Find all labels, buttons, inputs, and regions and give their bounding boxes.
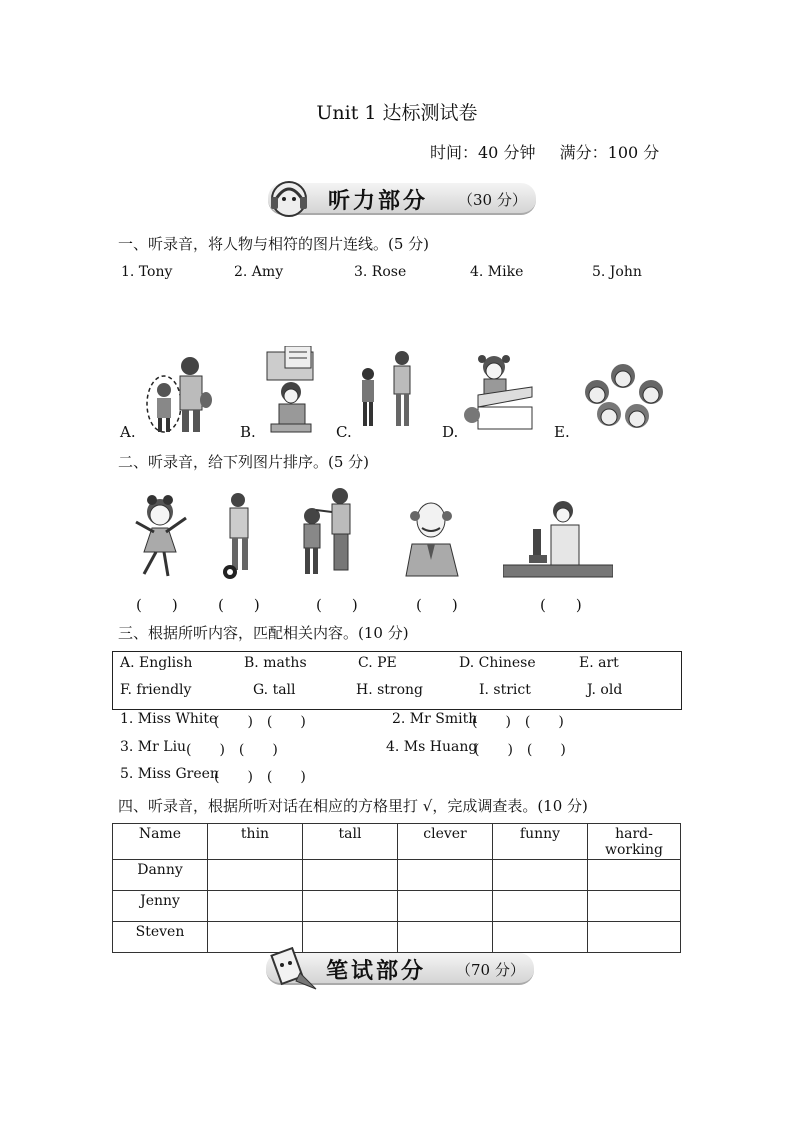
- order-blank[interactable]: ( ): [136, 596, 178, 614]
- table-row: [113, 891, 681, 922]
- option-box: [112, 651, 682, 710]
- picture-b-illustration: [265, 346, 315, 436]
- teacher-and-boy-illustration: [294, 486, 358, 580]
- q3-prompt: 三、根据所听内容，匹配相关内容。(10 分): [118, 624, 409, 642]
- option-item: C. PE: [358, 655, 397, 671]
- survey-table: [112, 823, 681, 953]
- option-item: G. tall: [253, 682, 296, 698]
- picture-d-illustration: [464, 349, 534, 431]
- picture-c-illustration: [356, 350, 416, 434]
- q2-prompt: 二、听录音，给下列图片排序。(5 分): [118, 453, 370, 471]
- check-cell[interactable]: [208, 860, 303, 891]
- picture-a-illustration: [142, 352, 217, 434]
- check-cell[interactable]: [588, 860, 681, 891]
- check-cell[interactable]: [303, 860, 398, 891]
- person-label: 2. Mr Smith: [392, 711, 478, 727]
- name-item: 4. Mike: [470, 264, 524, 280]
- check-cell[interactable]: [398, 891, 493, 922]
- person-label: 1. Miss White: [120, 711, 218, 727]
- picture-letter: A.: [120, 423, 136, 441]
- table-row: [113, 860, 681, 891]
- old-man-illustration: [400, 494, 462, 578]
- picture-letter: E.: [554, 423, 570, 441]
- listening-label: 听力部分: [328, 189, 429, 214]
- page-title: Unit 1 达标测试卷: [316, 102, 478, 124]
- scientist-microscope-illustration: [503, 499, 613, 579]
- time-limit: 时间：40 分钟: [430, 143, 536, 162]
- order-blank[interactable]: ( ): [316, 596, 358, 614]
- check-cell[interactable]: [588, 922, 681, 953]
- picture-letter: C.: [336, 423, 352, 441]
- match-blanks[interactable]: ( ) ( ): [214, 714, 306, 730]
- option-item: F. friendly: [120, 682, 192, 698]
- name-item: 2. Amy: [234, 264, 284, 280]
- option-item: B. maths: [244, 655, 307, 671]
- listening-banner: [258, 177, 536, 217]
- option-item: H. strong: [356, 682, 424, 698]
- order-blank[interactable]: ( ): [218, 596, 260, 614]
- column-header: funny: [493, 824, 588, 860]
- column-header: tall: [303, 824, 398, 860]
- check-cell[interactable]: [493, 860, 588, 891]
- picture-letter: B.: [240, 423, 256, 441]
- option-item: I. strict: [479, 682, 531, 698]
- match-blanks[interactable]: ( ) ( ): [474, 742, 566, 758]
- match-blanks[interactable]: ( ) ( ): [472, 714, 564, 730]
- picture-letter: D.: [442, 423, 459, 441]
- exam-meta: [430, 140, 659, 163]
- row-name: Danny: [113, 860, 208, 891]
- name-item: 3. Rose: [354, 264, 407, 280]
- column-header: hard-working: [588, 824, 681, 860]
- picture-e-illustration: [583, 362, 667, 434]
- person-label: 5. Miss Green: [120, 766, 219, 782]
- girl-dancing-illustration: [130, 488, 192, 580]
- match-blanks[interactable]: ( ) ( ): [214, 769, 306, 785]
- man-with-ball-illustration: [218, 490, 260, 580]
- check-cell[interactable]: [303, 891, 398, 922]
- person-label: 3. Mr Liu: [120, 739, 187, 755]
- person-label: 4. Ms Huang: [386, 739, 478, 755]
- listening-points: （30 分）: [458, 191, 527, 209]
- q4-prompt: 四、听录音，根据所听对话在相应的方格里打 √，完成调查表。(10 分): [118, 797, 588, 815]
- pencil-icon: [256, 947, 318, 991]
- column-header: thin: [208, 824, 303, 860]
- order-blank[interactable]: ( ): [540, 596, 582, 614]
- column-header: Name: [113, 824, 208, 860]
- writing-points: （70 分）: [456, 961, 525, 979]
- table-header-row: [113, 824, 681, 860]
- row-name: Steven: [113, 922, 208, 953]
- writing-label: 笔试部分: [326, 959, 427, 984]
- headphones-icon: [258, 177, 320, 221]
- writing-banner: [256, 947, 534, 987]
- match-blanks[interactable]: ( ) ( ): [186, 742, 278, 758]
- order-blank[interactable]: ( ): [416, 596, 458, 614]
- column-header: clever: [398, 824, 493, 860]
- name-item: 5. John: [592, 264, 642, 280]
- check-cell[interactable]: [588, 891, 681, 922]
- row-name: Jenny: [113, 891, 208, 922]
- check-cell[interactable]: [493, 891, 588, 922]
- full-score: 满分：100 分: [559, 143, 660, 162]
- option-item: D. Chinese: [459, 655, 536, 671]
- option-item: A. English: [120, 655, 193, 671]
- check-cell[interactable]: [398, 860, 493, 891]
- q1-prompt: 一、听录音，将人物与相符的图片连线。(5 分): [118, 235, 430, 253]
- option-item: J. old: [587, 682, 623, 698]
- name-item: 1. Tony: [121, 264, 173, 280]
- check-cell[interactable]: [208, 891, 303, 922]
- option-item: E. art: [579, 655, 619, 671]
